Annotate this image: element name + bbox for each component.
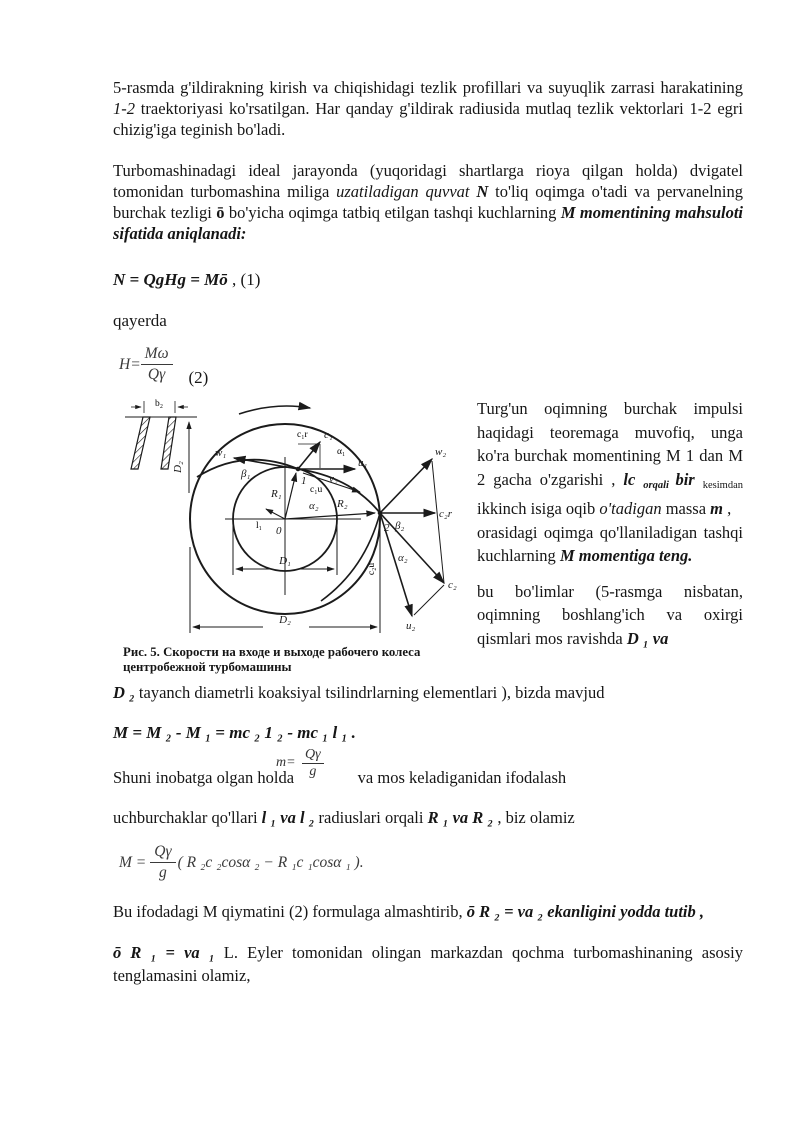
figure-label-w1: w₁ <box>215 447 227 459</box>
paragraph-intro <box>113 77 743 140</box>
paragraph-substitute <box>113 900 743 923</box>
fraction-numerator: Qγ <box>150 843 175 863</box>
text-run-bold-italic: l ₁ va l ₂ <box>261 808 315 827</box>
figure-row <box>113 397 743 675</box>
paragraph-triangles <box>113 806 743 829</box>
fraction-numerator: Mω <box>141 345 173 365</box>
figure-diagram <box>113 397 460 643</box>
figure-label-beta2: β₂ <box>395 520 405 532</box>
text-run-bold-italic: D ₁ va <box>626 628 669 648</box>
figure-label-a1: α₁ <box>337 447 346 457</box>
paragraph-theorem <box>477 397 743 521</box>
text-run: Turg'un oqimning burchak impulsi haqidagi teoremaga muvofiq, unga ko'ra burchak momentining M 1 dan M 2 gacha o'zgarishi , <box>477 399 743 489</box>
figure-label-b1: β₁ <box>241 468 251 480</box>
text-run: L. Eyler tomonidan olingan markazdan qochma turbomashinaning asosiy tenglamasini olamiz, <box>113 943 743 985</box>
channel-wall-left <box>131 417 150 469</box>
paragraph-moment <box>477 521 743 568</box>
figure-label-c1: c₁ <box>324 429 333 441</box>
formula-1-body: N = QgHg = Mō <box>113 270 228 289</box>
text-run-bold-italic: lc <box>623 469 644 489</box>
figure-label-v2: v₂ <box>329 473 338 485</box>
figure-label-c2: c₂ <box>448 579 457 591</box>
radius-R1 <box>285 473 296 519</box>
fraction-denominator: g <box>309 764 317 779</box>
text-run-bold-italic: D ₂ <box>113 683 135 702</box>
text-run-bold-italic: R ₁ va R ₂ <box>427 808 494 827</box>
figure-label-center-0: 0 <box>276 525 282 537</box>
figure-label-alpha2: α₂ <box>398 552 408 564</box>
fraction <box>141 345 173 384</box>
figure-label-r1: R₁ <box>271 488 282 500</box>
figure-label-c1u: c₁u <box>310 485 323 495</box>
figure-label-u1: u₁ <box>358 457 368 469</box>
text-run: radiuslari orqali <box>314 808 428 827</box>
figure-label-u2: u₂ <box>406 620 416 632</box>
formula-main-moment <box>113 843 743 882</box>
figure-side-text <box>477 397 743 675</box>
fraction-denominator: Qγ <box>147 366 166 383</box>
text-run: Shuni inobatga olgan holda <box>113 768 295 787</box>
text-run: qayerda <box>113 311 167 330</box>
text-run: tayanch diametrli koaksiyal tsilindrlarning elementlari ), bizda mavjud <box>134 683 605 702</box>
formula-body: M = M ₂ - M ₁ = mc ₂ 1 ₂ - mc ₁ l ₁ . <box>113 723 356 742</box>
text-run: massa <box>661 499 711 518</box>
vector-c1 <box>298 442 320 469</box>
figure-label-point-1: 1 <box>301 475 307 487</box>
text-run-bold-italic: bir <box>675 469 703 489</box>
formula-2 <box>113 345 743 387</box>
formula-2-lhs: H= <box>119 355 141 373</box>
vector-w2 <box>380 459 432 513</box>
text-run-bold-italic: m <box>710 499 723 518</box>
text-run: bo'yicha oqimga tatbiq etilgan tashqi kuchlarning <box>228 203 561 222</box>
figure-label-d1: D₁ <box>279 555 291 567</box>
inline-fraction-m <box>276 747 324 780</box>
formula-1-number: , (1) <box>227 270 261 289</box>
text-run: uchburchaklar qo'llari <box>113 808 262 827</box>
text-run: , biz olamiz <box>493 808 575 827</box>
figure-caption <box>123 645 465 675</box>
text-run: bu bo'limlar (5-rasmga nisbatan, oqimning boshlang'ich va oxirgi qismlari mos ravishda <box>477 581 743 648</box>
text-run-subscript: orqali <box>643 479 676 491</box>
text-run: , <box>723 499 732 518</box>
text-run-subscript: kesimdan <box>702 479 743 491</box>
figure-label-w2: w₂ <box>435 446 447 458</box>
vector-c2 <box>380 513 444 583</box>
formula-lhs: M = <box>119 853 147 871</box>
text-run: Turbomashinadagi ideal jarayonda (yuqoridagi shartlarga rioya qilgan holda) dvigatel tomonidan turbomashina miliga <box>113 161 743 201</box>
formula-rhs: ( R ₂c ₂cosα ₂ − R ₁c ₁cosα ₁ ). <box>177 853 364 871</box>
text-run-bold-italic: M momentining mahsuloti sifatida aniqlanadi: <box>113 203 743 243</box>
text-run-italic: 1-2 <box>113 99 135 118</box>
paragraph-cylinders <box>113 681 743 704</box>
text-run: orasidagi oqimga qo'llaniladigan tashqi kuchlarning <box>477 522 743 565</box>
text-run: traektoriyasi ko'rsatilgan. Har qanday g'ildirak radiusida mutlaq tezlik vektorlari 1-2 egri chizig'iga teginish bo'ladi. <box>113 99 743 139</box>
figure-caption-line2: центробежной турбомашины <box>123 660 292 674</box>
paragraph-sections <box>477 580 743 651</box>
text-run-bold: ō <box>216 203 229 222</box>
figure-label-l1: l₁ <box>256 521 262 531</box>
text-run-bold-italic: ō R ₂ = va ₂ ekanligini yodda tutib , <box>466 902 705 921</box>
fraction-lhs: m= <box>276 755 296 770</box>
figure-label-d2-bottom: D₂ <box>279 614 291 626</box>
rotation-arrow <box>239 406 310 414</box>
figure-label-point-2: 2 <box>384 522 390 534</box>
formula-2-number: (2) <box>188 368 209 387</box>
formula-1 <box>113 269 743 290</box>
text-run-italic: o'tadigan <box>599 499 662 518</box>
paragraph-turbomachine <box>113 160 743 244</box>
fraction <box>150 843 175 882</box>
formula-moment-difference <box>113 722 743 743</box>
qayerda-label <box>113 310 743 331</box>
figure-label-d2-side: D₂ <box>172 461 184 473</box>
figure-caption-line1: Рис. 5. Скорости на входе и выходе рабочего колеса <box>123 645 421 659</box>
fraction-denominator: g <box>159 864 167 881</box>
figure-label-c2r: c₂r <box>439 508 452 520</box>
figure-label-c1r: c₁r <box>297 430 308 440</box>
figure-block <box>113 397 465 675</box>
text-run-italic: uzatiladigan quvvat <box>336 182 477 201</box>
text-run: to'liq oqimga o'tadi va pervanelning burchak tezligi <box>113 182 743 222</box>
text-run-bold-italic: ō R ₁ = va ₁ <box>113 943 215 962</box>
paragraph-shuni <box>113 747 743 788</box>
text-run-bold-italic: M momentiga teng. <box>559 546 693 565</box>
text-run: va mos keladiganidan ifodalash <box>357 768 567 787</box>
figure-label-b2: b₂ <box>154 399 164 409</box>
fraction-numerator: Qγ <box>302 747 324 764</box>
figure-label-r2: R₂ <box>337 498 348 510</box>
text-run: 5-rasmda g'ildirakning kirish va chiqishidagi tezlik profillari va suyuqlik zarrasi harakatining <box>113 78 743 97</box>
text-run: ikkinch isiga oqib <box>477 499 600 518</box>
paragraph-euler <box>113 941 743 987</box>
radius-R2 <box>285 513 375 519</box>
arm-l1 <box>266 509 285 519</box>
figure-label-a2: α₂ <box>309 500 319 512</box>
figure-label-c2u: c₂u <box>367 562 377 576</box>
text-run: Bu ifodadagi M qiymatini (2) formulaga almashtirib, <box>113 902 467 921</box>
text-run-bold-italic: N <box>476 182 489 201</box>
